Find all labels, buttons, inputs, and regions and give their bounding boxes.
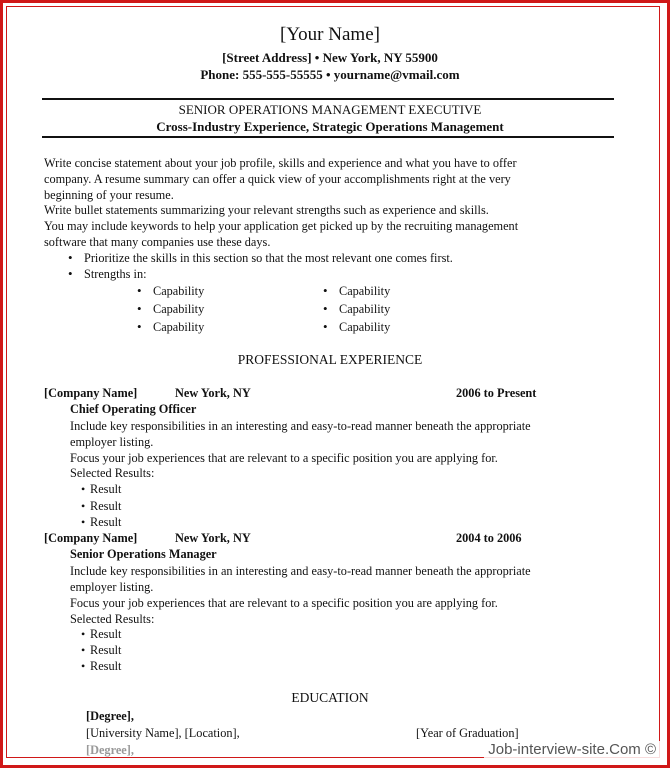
strength-item: • Capability bbox=[153, 283, 204, 299]
header-rule-bottom bbox=[42, 136, 614, 138]
resume-address: [Street Address] • New York, NY 55900 bbox=[222, 50, 438, 65]
result-item: • Result bbox=[90, 514, 121, 530]
job-description: Focus your job experiences that are relevant to a specific position you are applying for. bbox=[70, 451, 498, 465]
summary-line: software that many companies use these days. bbox=[44, 235, 271, 249]
strength-item: • Capability bbox=[339, 301, 390, 317]
summary-bullet: • Prioritize the skills in this section so that the most relevant one comes first. bbox=[84, 250, 453, 266]
education-year: [Year of Graduation] bbox=[416, 726, 519, 740]
result-item: • Result bbox=[90, 481, 121, 497]
site-watermark: Job-interview-site.Com © bbox=[484, 741, 660, 758]
results-label: Selected Results: bbox=[70, 612, 155, 626]
header-rule-top bbox=[42, 98, 614, 100]
job-description: Include key responsibilities in an interesting and easy-to-read manner beneath the appropriate bbox=[70, 419, 531, 433]
job-location: New York, NY bbox=[175, 386, 251, 400]
result-item: • Result bbox=[90, 642, 121, 658]
job-location: New York, NY bbox=[175, 531, 251, 545]
summary-line: You may include keywords to help your application get picked up by the recruiting management bbox=[44, 219, 519, 233]
job-company: [Company Name] bbox=[44, 531, 138, 545]
job-description: employer listing. bbox=[70, 580, 154, 594]
job-dates: 2004 to 2006 bbox=[456, 531, 522, 545]
experience-heading: PROFESSIONAL EXPERIENCE bbox=[237, 352, 423, 367]
result-item: • Result bbox=[90, 626, 121, 642]
summary-bullet: • Strengths in: bbox=[84, 266, 147, 282]
job-description: Focus your job experiences that are relevant to a specific position you are applying for. bbox=[70, 596, 498, 610]
strength-item: • Capability bbox=[153, 319, 204, 335]
education-degree: [Degree], bbox=[86, 709, 134, 723]
strength-item: • Capability bbox=[339, 283, 390, 299]
job-title: Senior Operations Manager bbox=[70, 547, 217, 561]
results-label: Selected Results: bbox=[70, 466, 155, 480]
education-heading: EDUCATION bbox=[291, 690, 369, 705]
summary-line: beginning of your resume. bbox=[44, 188, 174, 202]
education-school: [University Name], [Location], bbox=[86, 726, 240, 740]
job-dates: 2006 to Present bbox=[456, 386, 537, 400]
job-title: Chief Operating Officer bbox=[70, 402, 197, 416]
summary-line: Write bullet statements summarizing your relevant strengths such as experience and skills. bbox=[44, 203, 489, 217]
strength-item: • Capability bbox=[153, 301, 204, 317]
strength-item: • Capability bbox=[339, 319, 390, 335]
summary-line: Write concise statement about your job profile, skills and experience and what you have to offer bbox=[44, 156, 517, 170]
education-degree: [Degree], bbox=[86, 743, 134, 757]
job-description: employer listing. bbox=[70, 435, 154, 449]
job-company: [Company Name] bbox=[44, 386, 138, 400]
profile-title: SENIOR OPERATIONS MANAGEMENT EXECUTIVE bbox=[178, 102, 482, 117]
profile-subtitle: Cross-Industry Experience, Strategic Operations Management bbox=[156, 119, 504, 134]
resume-contact: Phone: 555-555-55555 • yourname@vmail.com bbox=[200, 67, 460, 82]
result-item: • Result bbox=[90, 658, 121, 674]
summary-line: company. A resume summary can offer a quick view of your accomplishments right at the very bbox=[44, 172, 511, 186]
result-item: • Result bbox=[90, 498, 121, 514]
resume-name: [Your Name] bbox=[280, 24, 380, 45]
job-description: Include key responsibilities in an interesting and easy-to-read manner beneath the appropriate bbox=[70, 564, 531, 578]
